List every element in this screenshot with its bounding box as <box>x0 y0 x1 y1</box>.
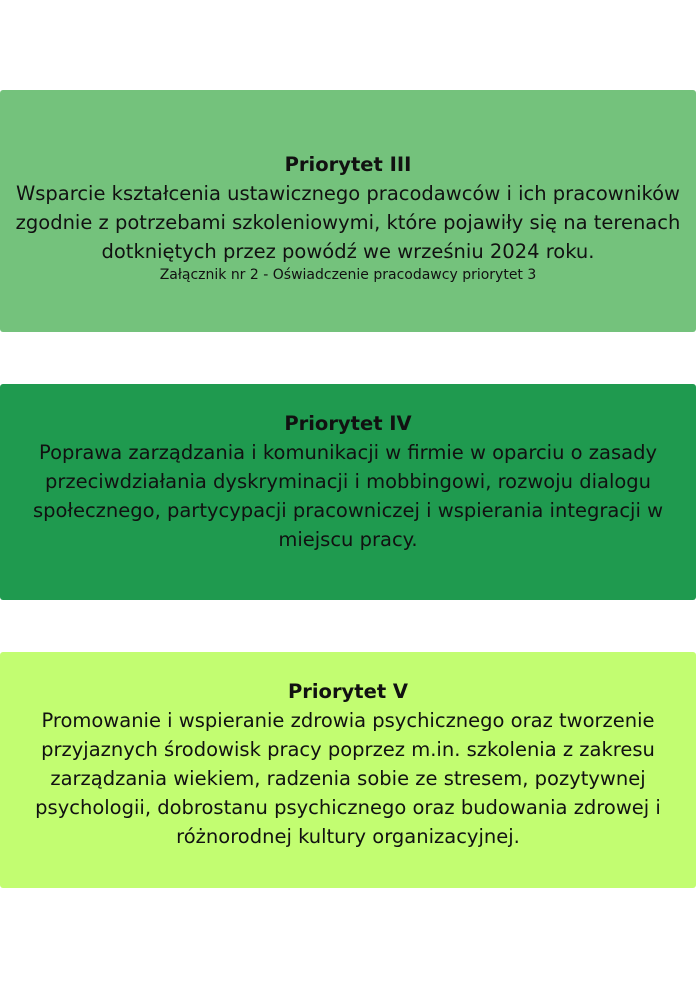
priority-description: Poprawa zarządzania i komunikacji w firmie w oparciu o zasady przeciwdziałania dyskryminacji i mobbingowi, rozwoju dialogu społecznego, partycypacji pracowniczej i wspierania integracji w miejscu pracy. <box>32 441 664 551</box>
priority-card-iv <box>0 384 696 600</box>
priority-title: Priorytet III <box>284 153 412 176</box>
priority-card-v <box>0 652 696 888</box>
priority-title: Priorytet V <box>287 680 409 703</box>
priority-description: Wsparcie kształcenia ustawicznego pracodawców i ich pracowników zgodnie z potrzebami szkoleniowymi, które pojawiły się na terenach dotkniętych przez powódź we wrześniu 2024 roku. <box>15 182 681 263</box>
priority-description: Promowanie i wspieranie zdrowia psychicznego oraz tworzenie przyjaznych środowisk pracy poprzez m.in. szkolenia z zakresu zarządzania wiekiem, radzenia sobie ze stresem, pozytywnej psychologii, dobrostanu psychicznego oraz budowania zdrowej i różnorodnej kultury organizacyjnej. <box>35 709 661 848</box>
priority-title: Priorytet IV <box>284 412 412 435</box>
attachment-note: Załącznik nr 2 - Oświadczenie pracodawcy priorytet 3 <box>159 267 537 283</box>
priority-card-iii <box>0 90 696 332</box>
